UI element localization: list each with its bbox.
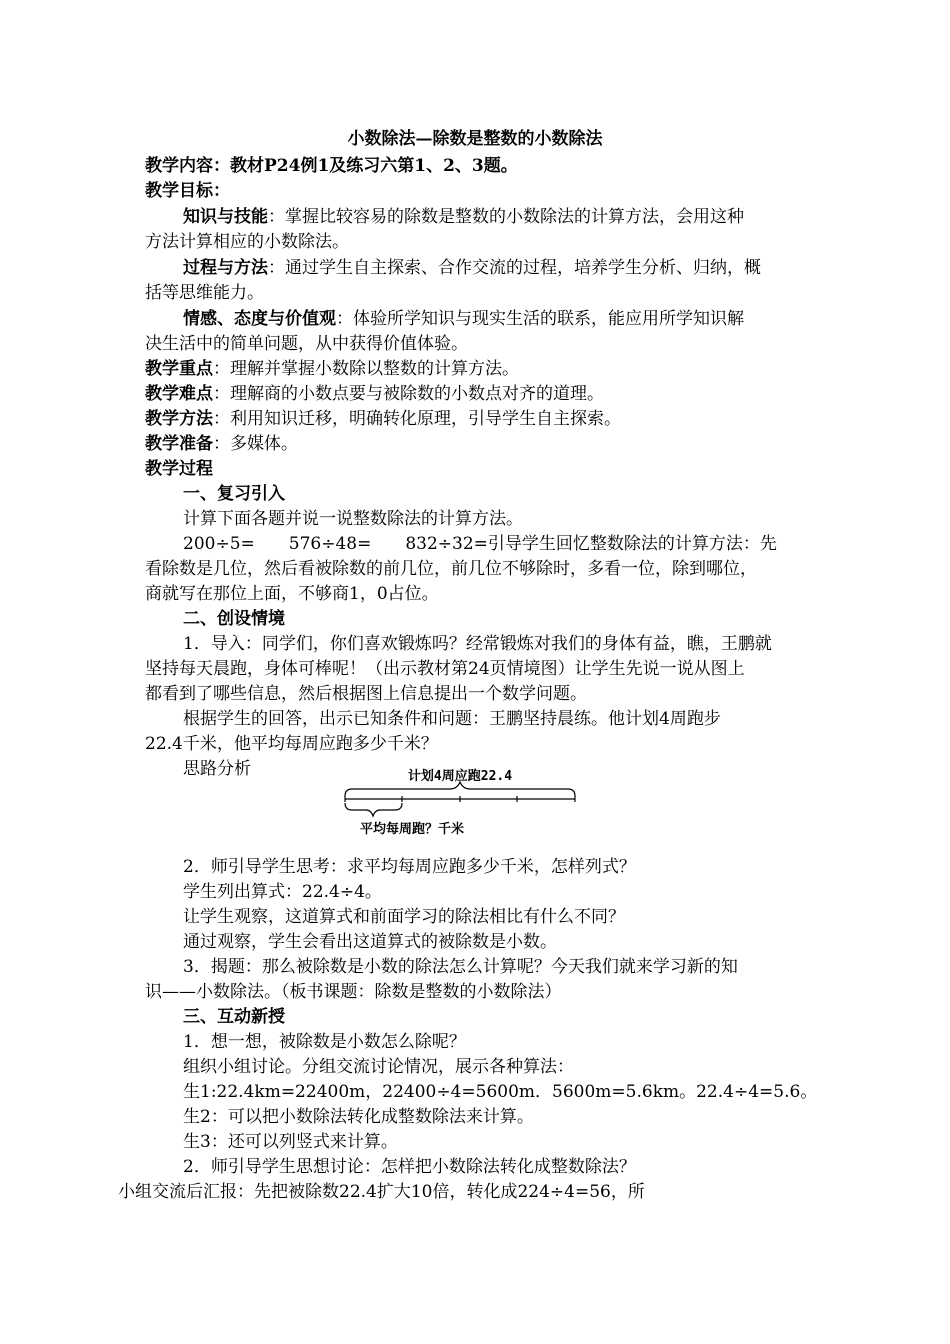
review-explain-2: 商就写在那位上面，不够商1，0占位。 bbox=[145, 584, 439, 604]
scenario-intro-1: 1．导入：同学们，你们喜欢锻炼吗？经常锻炼对我们的身体有益，瞧，王鹏就 bbox=[183, 634, 772, 654]
method-label: 教学方法 bbox=[145, 409, 213, 429]
teaching-difficulty bbox=[145, 382, 815, 406]
goal-knowledge-cont: 方法计算相应的小数除法。 bbox=[145, 232, 349, 252]
difficulty-text: ：理解商的小数点要与被除数的小数点对齐的道理。 bbox=[213, 384, 604, 404]
teaching-goals-heading: 教学目标： bbox=[145, 181, 230, 201]
teacher-guide: 2．师引导学生思想讨论：怎样把小数除法转化成整数除法？ bbox=[183, 1157, 636, 1177]
top-brace bbox=[345, 782, 575, 796]
difficulty-label: 教学难点 bbox=[145, 384, 213, 404]
group-report: 小组交流后汇报：先把被除数22.4扩大10倍，转化成224÷4=56，所 bbox=[118, 1182, 645, 1202]
review-explain-1: 看除数是几位，然后看被除数的前几位，前几位不够除时，多看一位，除到哪位， bbox=[145, 559, 757, 579]
preparation-label: 教学准备 bbox=[145, 434, 213, 454]
teaching-process-heading: 教学过程 bbox=[145, 459, 213, 479]
goal-process-cont: 括等思维能力。 bbox=[145, 283, 264, 303]
diagram-top-label: 计划4周应跑22.4 bbox=[407, 769, 513, 784]
goal-emotion-cont: 决生活中的简单问题，从中获得价值体验。 bbox=[145, 334, 468, 354]
new-lesson-q1: 1．想一想，被除数是小数怎么除呢？ bbox=[183, 1032, 466, 1052]
student-3-answer: 生3：还可以列竖式来计算。 bbox=[183, 1132, 398, 1152]
teaching-method bbox=[145, 407, 815, 431]
key-point-text: ：理解并掌握小数除以整数的计算方法。 bbox=[213, 359, 519, 379]
teaching-content: 教学内容：教材P24例1及练习六第1、2、3题。 bbox=[145, 156, 518, 176]
key-point-label: 教学重点 bbox=[145, 359, 213, 379]
section-scenario-heading: 二、创设情境 bbox=[183, 609, 285, 629]
goal-knowledge-label: 知识与技能 bbox=[183, 207, 268, 227]
teaching-preparation bbox=[145, 432, 815, 456]
goal-knowledge-text: ：掌握比较容易的除数是整数的小数除法的计算方法，会用这种 bbox=[268, 207, 744, 227]
goal-emotion-label: 情感、态度与价值观 bbox=[183, 309, 336, 329]
document-title: 小数除法—除数是整数的小数除法 bbox=[347, 129, 603, 149]
line-segment-diagram bbox=[330, 766, 590, 846]
review-instruction: 计算下面各题并说一说整数除法的计算方法。 bbox=[183, 509, 523, 529]
scenario-intro-2: 坚持每天晨跑，身体可棒呢！（出示教材第24页情境图）让学生先说一说从图上 bbox=[145, 659, 745, 679]
bottom-brace bbox=[345, 803, 402, 816]
student-1-answer: 生1:22.4km=22400m，22400÷4=5600m．5600m=5.6km。22.4÷4=5.6。 bbox=[183, 1082, 818, 1102]
think-question: 2．师引导学生思考：求平均每周应跑多少千米，怎样列式？ bbox=[183, 857, 636, 877]
goal-knowledge bbox=[183, 205, 815, 229]
student-formula: 学生列出算式：22.4÷4。 bbox=[183, 882, 382, 902]
section-review-heading: 一、复习引入 bbox=[183, 484, 285, 504]
scenario-problem-1: 根据学生的回答，出示已知条件和问题：王鹏坚持晨练。他计划4周跑步 bbox=[183, 709, 721, 729]
diagram-bottom-label: 平均每周跑？千米 bbox=[360, 822, 465, 837]
goal-process-text: ：通过学生自主探索、合作交流的过程，培养学生分析、归纳，概 bbox=[268, 258, 761, 278]
goal-process-label: 过程与方法 bbox=[183, 258, 268, 278]
goal-emotion-text: ：体验所学知识与现实生活的联系，能应用所学知识解 bbox=[336, 309, 744, 329]
teaching-key-point bbox=[145, 357, 815, 381]
goal-process bbox=[183, 256, 815, 280]
student-2-answer: 生2：可以把小数除法转化成整数除法来计算。 bbox=[183, 1107, 534, 1127]
scenario-problem-2: 22.4千米，他平均每周应跑多少千米？ bbox=[145, 734, 438, 754]
group-discussion: 组织小组讨论。分组交流讨论情况，展示各种算法： bbox=[183, 1057, 574, 1077]
method-text: ：利用知识迁移，明确转化原理，引导学生自主探索。 bbox=[213, 409, 621, 429]
analysis-heading: 思路分析 bbox=[183, 759, 251, 779]
observe-question: 让学生观察，这道算式和前面学习的除法相比有什么不同？ bbox=[183, 907, 625, 927]
section-new-lesson-heading: 三、互动新授 bbox=[183, 1007, 285, 1027]
reveal-topic-1: 3．揭题：那么被除数是小数的除法怎么计算呢？今天我们就来学习新的知 bbox=[183, 957, 738, 977]
observe-result: 通过观察，学生会看出这道算式的被除数是小数。 bbox=[183, 932, 557, 952]
goal-emotion bbox=[183, 307, 815, 331]
preparation-text: ：多媒体。 bbox=[213, 434, 298, 454]
review-problems: 200÷5= 576÷48= 832÷32=引导学生回忆整数除法的计算方法：先 bbox=[183, 534, 777, 554]
reveal-topic-2: 识——小数除法。（板书课题：除数是整数的小数除法） bbox=[145, 982, 562, 1002]
scenario-intro-3: 都看到了哪些信息，然后根据图上信息提出一个数学问题。 bbox=[145, 684, 587, 704]
